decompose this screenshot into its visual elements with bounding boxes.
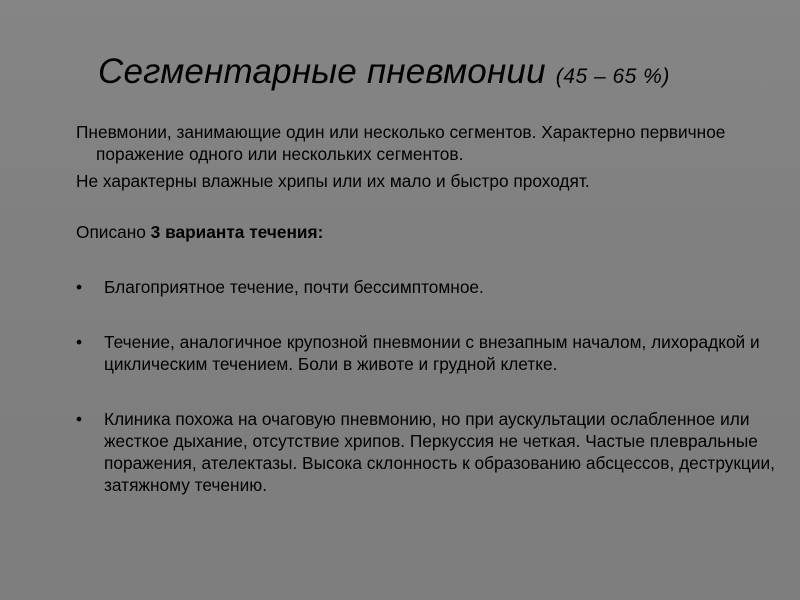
variant-text: Благоприятное течение, почти бессимптомное. <box>104 277 484 297</box>
list-item <box>76 408 776 496</box>
slide-title <box>98 50 778 99</box>
title-percentage: (45 – 65 %) <box>555 65 670 88</box>
intro-paragraph-2: Не характерны влажные хрипы или их мало и быстро проходят. <box>76 171 590 191</box>
list-item <box>76 331 776 375</box>
bullet-icon: • <box>76 277 83 297</box>
variants-lead-bold: 3 варианта течения: <box>150 222 324 242</box>
variant-text: Течение, аналогичное крупозной пневмонии с внезапным началом, лихорадкой и циклическим течением. Боли в животе и грудной клетке. <box>104 332 760 374</box>
intro-paragraph-1: Пневмонии, занимающие один или несколько сегментов. Характерно первичное поражение одного или нескольких сегментов. <box>76 122 726 164</box>
slide-body <box>76 121 776 518</box>
bullet-icon: • <box>76 409 83 429</box>
variants-lead <box>76 221 776 243</box>
list-item <box>76 276 776 298</box>
title-text: Сегментарные пневмонии <box>98 52 546 91</box>
bullet-icon: • <box>76 332 83 352</box>
variant-text: Клиника похожа на очаговую пневмонию, но при аускультации ослабленное или жесткое дыхание, отсутствие хрипов. Перкуссия не четкая. Частые плевральные поражения, ателектазы. Высока склонность к образованию абсцессов, деструкции, затяжному течению. <box>104 409 775 495</box>
variants-list <box>76 276 776 496</box>
variants-lead-prefix: Описано <box>76 222 151 242</box>
